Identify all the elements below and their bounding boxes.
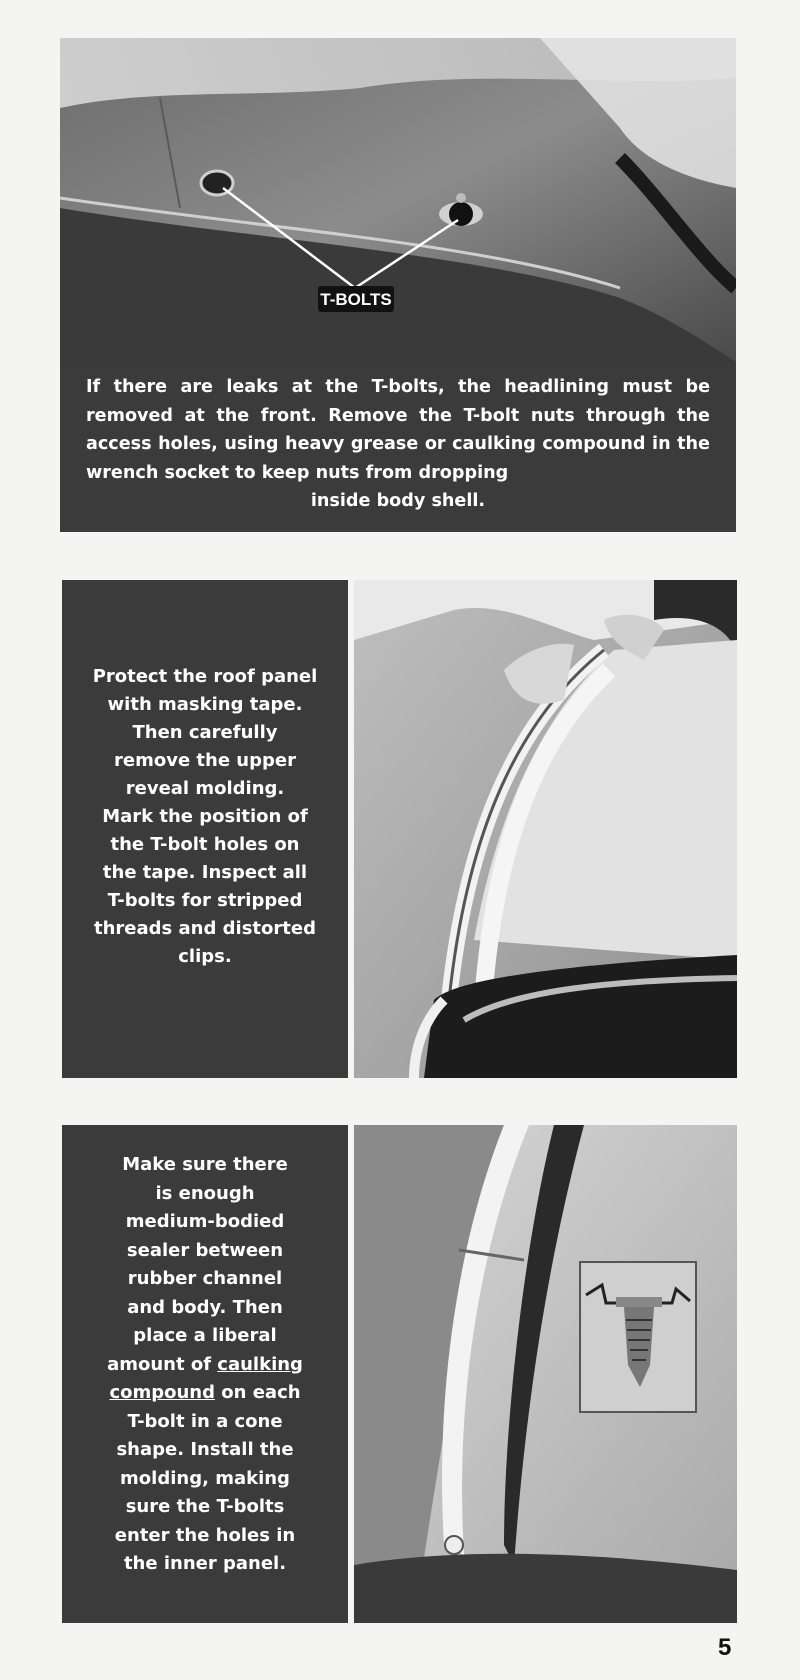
- caption-t-bolt-leaks: [60, 362, 736, 532]
- t-bolts-label: T-BOLTS: [320, 290, 392, 309]
- caption-t-bolt-leaks-text: If there are leaks at the T-bolts, the headlining must be removed at the front. Remove the T-bolt nuts through the access holes, using heavy grease or caulking compound in the wrench socket to keep nuts from dropping: [86, 377, 710, 483]
- caption-t-bolt-leaks-last-line: inside body shell.: [310, 491, 486, 511]
- instruction-panel-remove-molding: [62, 580, 348, 1078]
- photo-t-bolts-roof: [60, 38, 736, 362]
- instruction-text-part-2: on each T-bolt in a cone shape. Install the molding, making sure the T-bolts enter the holes in the inner panel.: [114, 1382, 301, 1574]
- instruction-panel-install-molding: [62, 1125, 348, 1623]
- photo-install-molding-image: [354, 1125, 737, 1623]
- instruction-text-install-molding: [107, 1151, 303, 1579]
- instruction-text-part-1: Make sure there is enough medium-bodied sealer between rubber channel and body. Then place a liberal amount of: [107, 1154, 288, 1375]
- instruction-text-remove-molding: Protect the roof panel with masking tape. Then carefully remove the upper reveal molding. Mark the position of the T-bolt holes on the tape. Inspect all T-bolts for stripped threads and distorted clips.: [92, 666, 318, 967]
- photo-remove-reveal-molding: [354, 580, 737, 1078]
- underlined-word-compound: compound: [109, 1382, 215, 1403]
- photo-install-molding: [354, 1125, 737, 1623]
- photo-t-bolts-image: [60, 38, 736, 362]
- underlined-word-caulking: caulking: [217, 1353, 303, 1375]
- page-number: 5: [718, 1634, 732, 1661]
- photo-remove-molding-image: [354, 580, 737, 1078]
